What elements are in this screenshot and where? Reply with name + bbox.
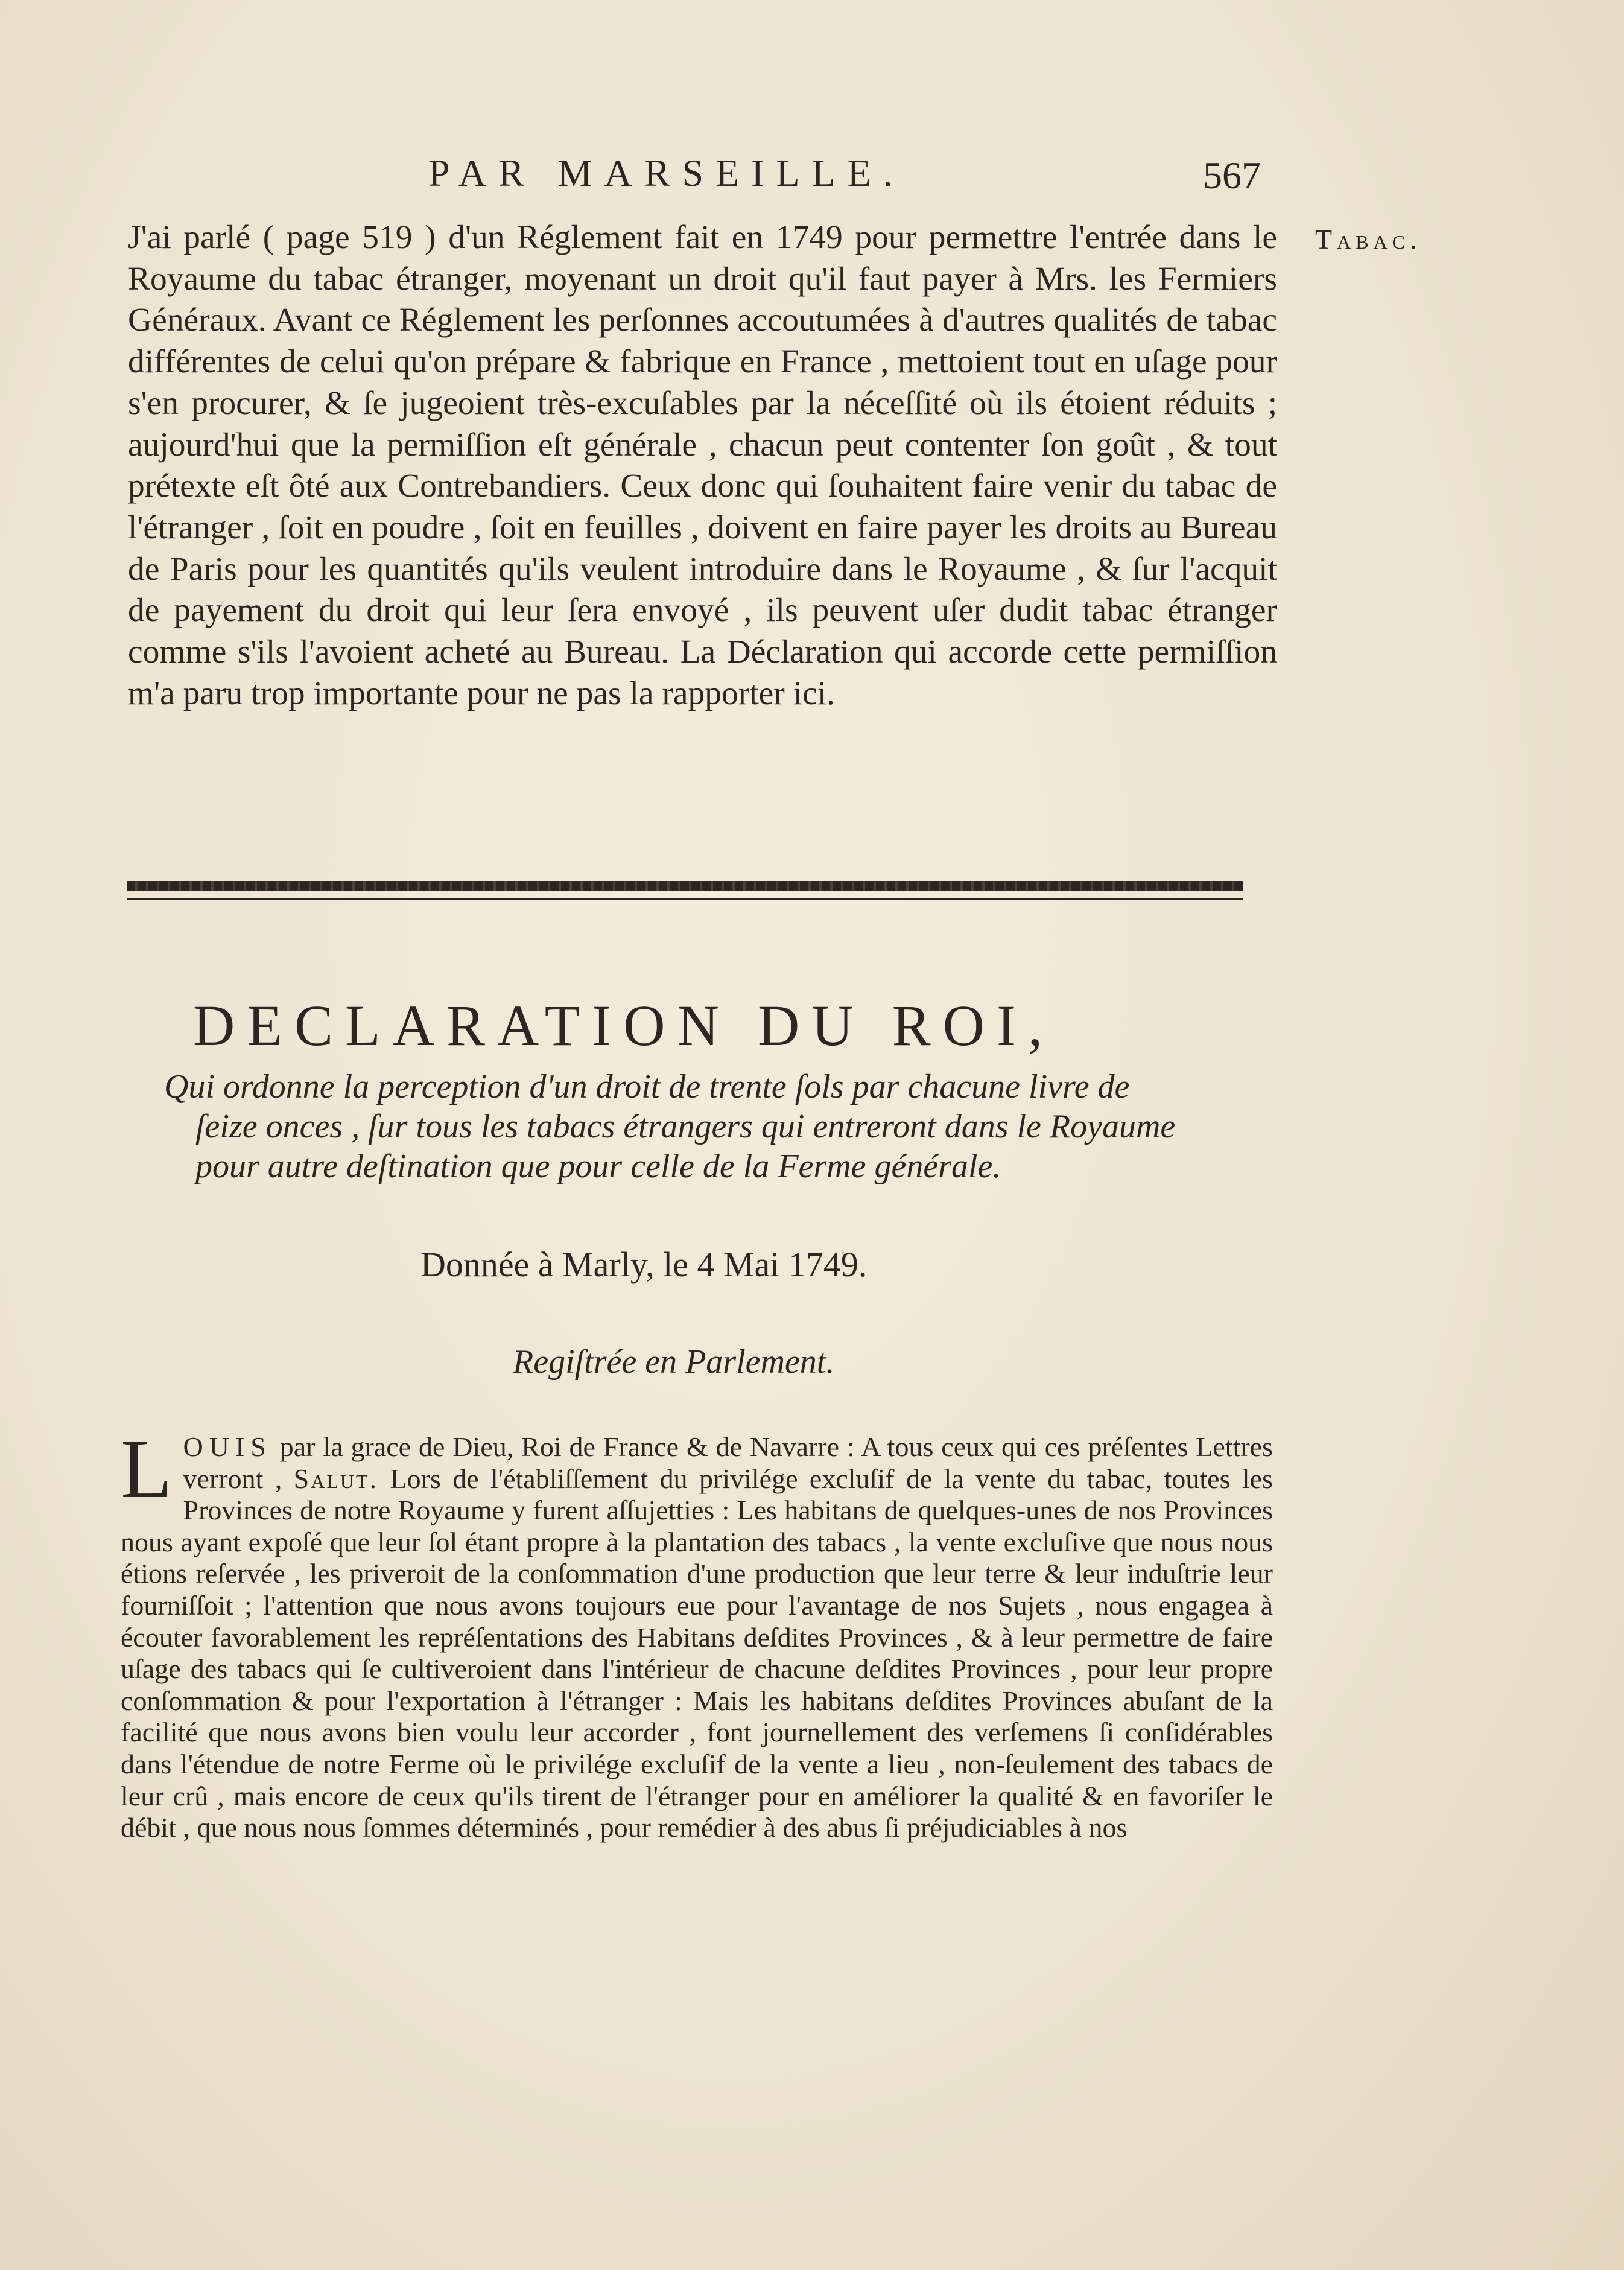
section-rule-thick xyxy=(127,881,1243,891)
page-header xyxy=(121,151,1261,205)
running-head: PAR MARSEILLE. xyxy=(428,151,905,194)
intro-paragraph: J'ai parlé ( page 519 ) d'un Réglement fait en 1749 pour permettre l'entrée dans le Royaume du tabac étranger, moyenant un droit qu'il faut payer à Mrs. les Fermiers Généraux. Avant ce Réglement les perſonnes accoutumées à d'autres qualités de tabac différentes de celui qu'on prépare & fabrique en France , mettoient tout en uſage pour s'en procurer, & ſe jugeoient très-excuſables par la néceſſité où ils étoient réduits ; aujourd'hui que la permiſſion eſt générale , chacun peut contenter ſon goût , & tout prétexte eſt ôté aux Contrebandiers. Ceux donc qui ſouhaitent faire venir du tabac de l'étranger , ſoit en poudre , ſoit en feuilles , doivent en faire payer les droits au Bureau de Paris pour les quantités qu'ils veulent introduire dans le Royaume , & ſur l'acquit de payement du droit qui leur ſera envoyé , ils peuvent uſer dudit tabac étranger comme s'ils l'avoient acheté au Bureau. La Déclaration qui accorde cette permiſſion m'a paru trop importante pour ne pas la rapporter ici. xyxy=(128,219,1277,712)
declaration-body xyxy=(121,1422,1273,1844)
given-date-line: Donnée à Marly, le 4 Mai 1749. xyxy=(420,1245,868,1284)
subtitle-line-1: Qui ordonne la perception d'un droit de trente ſols par chacune livre de xyxy=(164,1068,1130,1105)
drop-cap: L xyxy=(121,1422,173,1516)
registered-line: Regiſtrée en Parlement. xyxy=(513,1343,835,1381)
subtitle-line-2: ſeize onces , ſur tous les tabacs étrangers qui entreront dans le Royaume xyxy=(195,1108,1176,1145)
margin-note: Tabac. xyxy=(1315,224,1422,255)
page-number: 567 xyxy=(1203,154,1261,197)
salut-word: Salut. xyxy=(293,1463,379,1494)
body-text-part-1: par la grace de Dieu, Roi de France & de Navarre : A tous ceux qui ces préſentes Lettres verront , xyxy=(183,1431,1273,1494)
declaration-subtitle xyxy=(164,1067,1283,1186)
body-text-part-2: Lors de l'établiſſement du privilége excluſif de la vente du tabac, toutes les Provinces de notre Royaume y furent aſſujetties : Les habitans de quelques-unes de nos Provinces nous ayant expoſé que leur ſol étant propre à la plantation des tabacs , la vente excluſive que nous nous étions reſervée , les priveroit de la conſommation d'une production que leur terre & leur induſtrie leur fourniſſoit ; l'attention que nous avons toujours eue pour l'avantage de nos Sujets , nous engagea à écouter favorablement les repréſentations des Habitans deſdites Provinces , & à leur permettre de faire uſage des tabacs qui ſe cultiveroient dans l'intérieur de chacune deſdites Provinces , pour leur propre conſommation & pour l'exportation à l'étranger : Mais les habitans deſdites Provinces abuſant de la facilité que nous avons bien voulu leur accorder , font journellement des verſemens ſi conſidérables dans l'étendue de notre Ferme où le privilége excluſif de la vente a lieu , non-ſeulement des tabacs de leur crû , mais encore de ceux qu'ils tirent de l'étranger pour en améliorer la qualité & en favoriſer le débit , que nous nous ſommes déterminés , pour remédier à des abus ſi préjudiciables à nos xyxy=(121,1463,1273,1843)
opening-word: OUIS xyxy=(183,1431,272,1462)
declaration-title: DECLARATION DU ROI, xyxy=(193,993,1055,1058)
section-rule-thin xyxy=(127,898,1243,900)
subtitle-line-3: pour autre deſtination que pour celle de la Ferme générale. xyxy=(195,1148,1001,1185)
